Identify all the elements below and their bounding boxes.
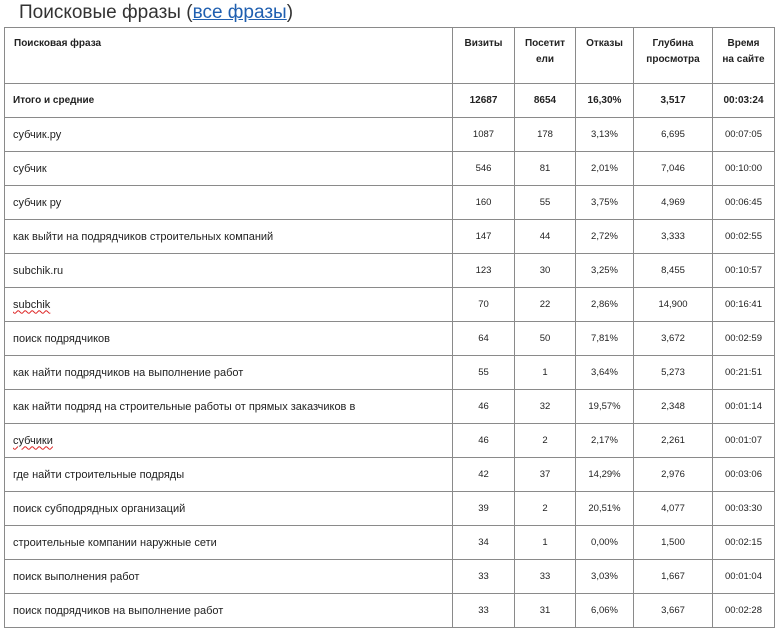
depth-cell: 3,333 <box>634 220 713 254</box>
phrase-cell <box>5 254 453 288</box>
phrase-text: поиск подрядчиков на выполнение работ <box>13 604 224 617</box>
time-cell: 00:06:45 <box>713 186 775 220</box>
phrase-cell <box>5 390 453 424</box>
time-cell: 00:07:05 <box>713 118 775 152</box>
depth-cell: 8,455 <box>634 254 713 288</box>
time-cell: 00:01:07 <box>713 424 775 458</box>
visitors-cell: 31 <box>515 594 576 628</box>
depth-cell: 14,900 <box>634 288 713 322</box>
page-title-text: Поисковые фразы ( <box>19 2 193 23</box>
depth-cell: 4,077 <box>634 492 713 526</box>
bounce-cell: 2,72% <box>576 220 634 254</box>
phrase-cell <box>5 288 453 322</box>
bounce-cell: 0,00% <box>576 526 634 560</box>
depth-cell: 5,273 <box>634 356 713 390</box>
depth-cell: 1,500 <box>634 526 713 560</box>
visits-cell: 147 <box>453 220 515 254</box>
table-row <box>5 186 775 220</box>
phrase-cell <box>5 118 453 152</box>
depth-cell: 2,976 <box>634 458 713 492</box>
bounce-cell: 6,06% <box>576 594 634 628</box>
phrase-text: поиск субподрядных организаций <box>13 502 186 515</box>
visitors-cell: 50 <box>515 322 576 356</box>
time-cell: 00:16:41 <box>713 288 775 322</box>
visits-cell: 55 <box>453 356 515 390</box>
page-title-close: ) <box>286 2 294 23</box>
table-row <box>5 424 775 458</box>
phrase-text: субчик ру <box>13 196 62 209</box>
page-title <box>19 3 293 23</box>
column-header-bounce[interactable]: Отказы <box>576 28 634 84</box>
visits-cell: 546 <box>453 152 515 186</box>
visits-cell: 34 <box>453 526 515 560</box>
time-cell: 00:01:04 <box>713 560 775 594</box>
table-row <box>5 254 775 288</box>
summary-visits: 12687 <box>453 84 515 118</box>
table-row <box>5 594 775 628</box>
column-header-phrase[interactable]: Поисковая фраза <box>5 28 453 84</box>
column-header-visits[interactable]: Визиты <box>453 28 515 84</box>
visits-cell: 64 <box>453 322 515 356</box>
time-cell: 00:10:57 <box>713 254 775 288</box>
summary-row <box>5 84 775 118</box>
visitors-cell: 2 <box>515 492 576 526</box>
visitors-cell: 32 <box>515 390 576 424</box>
column-header-time[interactable]: Время на сайте <box>713 28 775 84</box>
phrase-cell <box>5 560 453 594</box>
bounce-cell: 2,01% <box>576 152 634 186</box>
phrase-text: как найти подряд на строительные работы от прямых заказчиков в <box>13 400 356 413</box>
table-row <box>5 390 775 424</box>
depth-cell: 6,695 <box>634 118 713 152</box>
visits-cell: 42 <box>453 458 515 492</box>
depth-cell: 2,348 <box>634 390 713 424</box>
bounce-cell: 3,75% <box>576 186 634 220</box>
bounce-cell: 3,13% <box>576 118 634 152</box>
visitors-cell: 55 <box>515 186 576 220</box>
phrase-text: где найти строительные подряды <box>13 468 185 481</box>
visitors-cell: 178 <box>515 118 576 152</box>
phrase-text: строительные компании наружные сети <box>13 536 217 549</box>
phrase-cell <box>5 424 453 458</box>
table-body <box>5 84 775 628</box>
bounce-cell: 2,17% <box>576 424 634 458</box>
bounce-cell: 20,51% <box>576 492 634 526</box>
column-header-depth[interactable]: Глубина просмотра <box>634 28 713 84</box>
bounce-cell: 2,86% <box>576 288 634 322</box>
table-row <box>5 152 775 186</box>
table-row <box>5 322 775 356</box>
phrase-text: субчик <box>13 162 47 175</box>
summary-label: Итого и средние <box>5 84 453 118</box>
column-header-visitors[interactable]: Посетители <box>515 28 576 84</box>
depth-cell: 1,667 <box>634 560 713 594</box>
phrase-text: subchik <box>13 298 51 311</box>
phrase-cell <box>5 220 453 254</box>
table-row <box>5 458 775 492</box>
visitors-cell: 33 <box>515 560 576 594</box>
bounce-cell: 3,64% <box>576 356 634 390</box>
time-cell: 00:21:51 <box>713 356 775 390</box>
depth-cell: 3,672 <box>634 322 713 356</box>
summary-visitors: 8654 <box>515 84 576 118</box>
visits-cell: 46 <box>453 424 515 458</box>
phrase-text: subchik.ru <box>13 264 64 277</box>
bounce-cell: 14,29% <box>576 458 634 492</box>
summary-depth: 3,517 <box>634 84 713 118</box>
table-header <box>5 28 775 84</box>
bounce-cell: 19,57% <box>576 390 634 424</box>
depth-cell: 2,261 <box>634 424 713 458</box>
visits-cell: 123 <box>453 254 515 288</box>
phrase-cell <box>5 356 453 390</box>
visitors-cell: 22 <box>515 288 576 322</box>
search-phrases-table <box>4 27 775 628</box>
visitors-cell: 37 <box>515 458 576 492</box>
phrase-cell <box>5 186 453 220</box>
visits-cell: 33 <box>453 594 515 628</box>
table-row <box>5 356 775 390</box>
table-row <box>5 220 775 254</box>
phrase-cell <box>5 526 453 560</box>
visits-cell: 39 <box>453 492 515 526</box>
phrase-cell <box>5 492 453 526</box>
visitors-cell: 1 <box>515 356 576 390</box>
visits-cell: 70 <box>453 288 515 322</box>
time-cell: 00:02:59 <box>713 322 775 356</box>
visitors-cell: 81 <box>515 152 576 186</box>
time-cell: 00:10:00 <box>713 152 775 186</box>
visitors-cell: 2 <box>515 424 576 458</box>
phrase-text: субчик.ру <box>13 128 62 141</box>
phrase-cell <box>5 594 453 628</box>
time-cell: 00:01:14 <box>713 390 775 424</box>
depth-cell: 4,969 <box>634 186 713 220</box>
phrase-text: поиск подрядчиков <box>13 332 110 345</box>
table-row <box>5 492 775 526</box>
depth-cell: 3,667 <box>634 594 713 628</box>
time-cell: 00:02:15 <box>713 526 775 560</box>
summary-bounce: 16,30% <box>576 84 634 118</box>
time-cell: 00:02:28 <box>713 594 775 628</box>
visitors-cell: 30 <box>515 254 576 288</box>
bounce-cell: 3,03% <box>576 560 634 594</box>
visits-cell: 160 <box>453 186 515 220</box>
phrase-cell <box>5 152 453 186</box>
phrase-text: субчики <box>13 434 53 447</box>
time-cell: 00:02:55 <box>713 220 775 254</box>
visitors-cell: 44 <box>515 220 576 254</box>
table-row <box>5 288 775 322</box>
visits-cell: 46 <box>453 390 515 424</box>
visits-cell: 33 <box>453 560 515 594</box>
phrase-text: поиск выполнения работ <box>13 570 140 583</box>
visits-cell: 1087 <box>453 118 515 152</box>
phrase-cell <box>5 322 453 356</box>
table-row <box>5 526 775 560</box>
phrase-text: как найти подрядчиков на выполнение работ <box>13 366 244 379</box>
bounce-cell: 7,81% <box>576 322 634 356</box>
bounce-cell: 3,25% <box>576 254 634 288</box>
phrase-cell <box>5 458 453 492</box>
all-phrases-link[interactable]: все фразы <box>192 2 287 23</box>
table-row <box>5 118 775 152</box>
table-row <box>5 560 775 594</box>
summary-time: 00:03:24 <box>713 84 775 118</box>
visitors-cell: 1 <box>515 526 576 560</box>
phrase-text: как выйти на подрядчиков строительных компаний <box>13 230 274 243</box>
depth-cell: 7,046 <box>634 152 713 186</box>
time-cell: 00:03:30 <box>713 492 775 526</box>
time-cell: 00:03:06 <box>713 458 775 492</box>
